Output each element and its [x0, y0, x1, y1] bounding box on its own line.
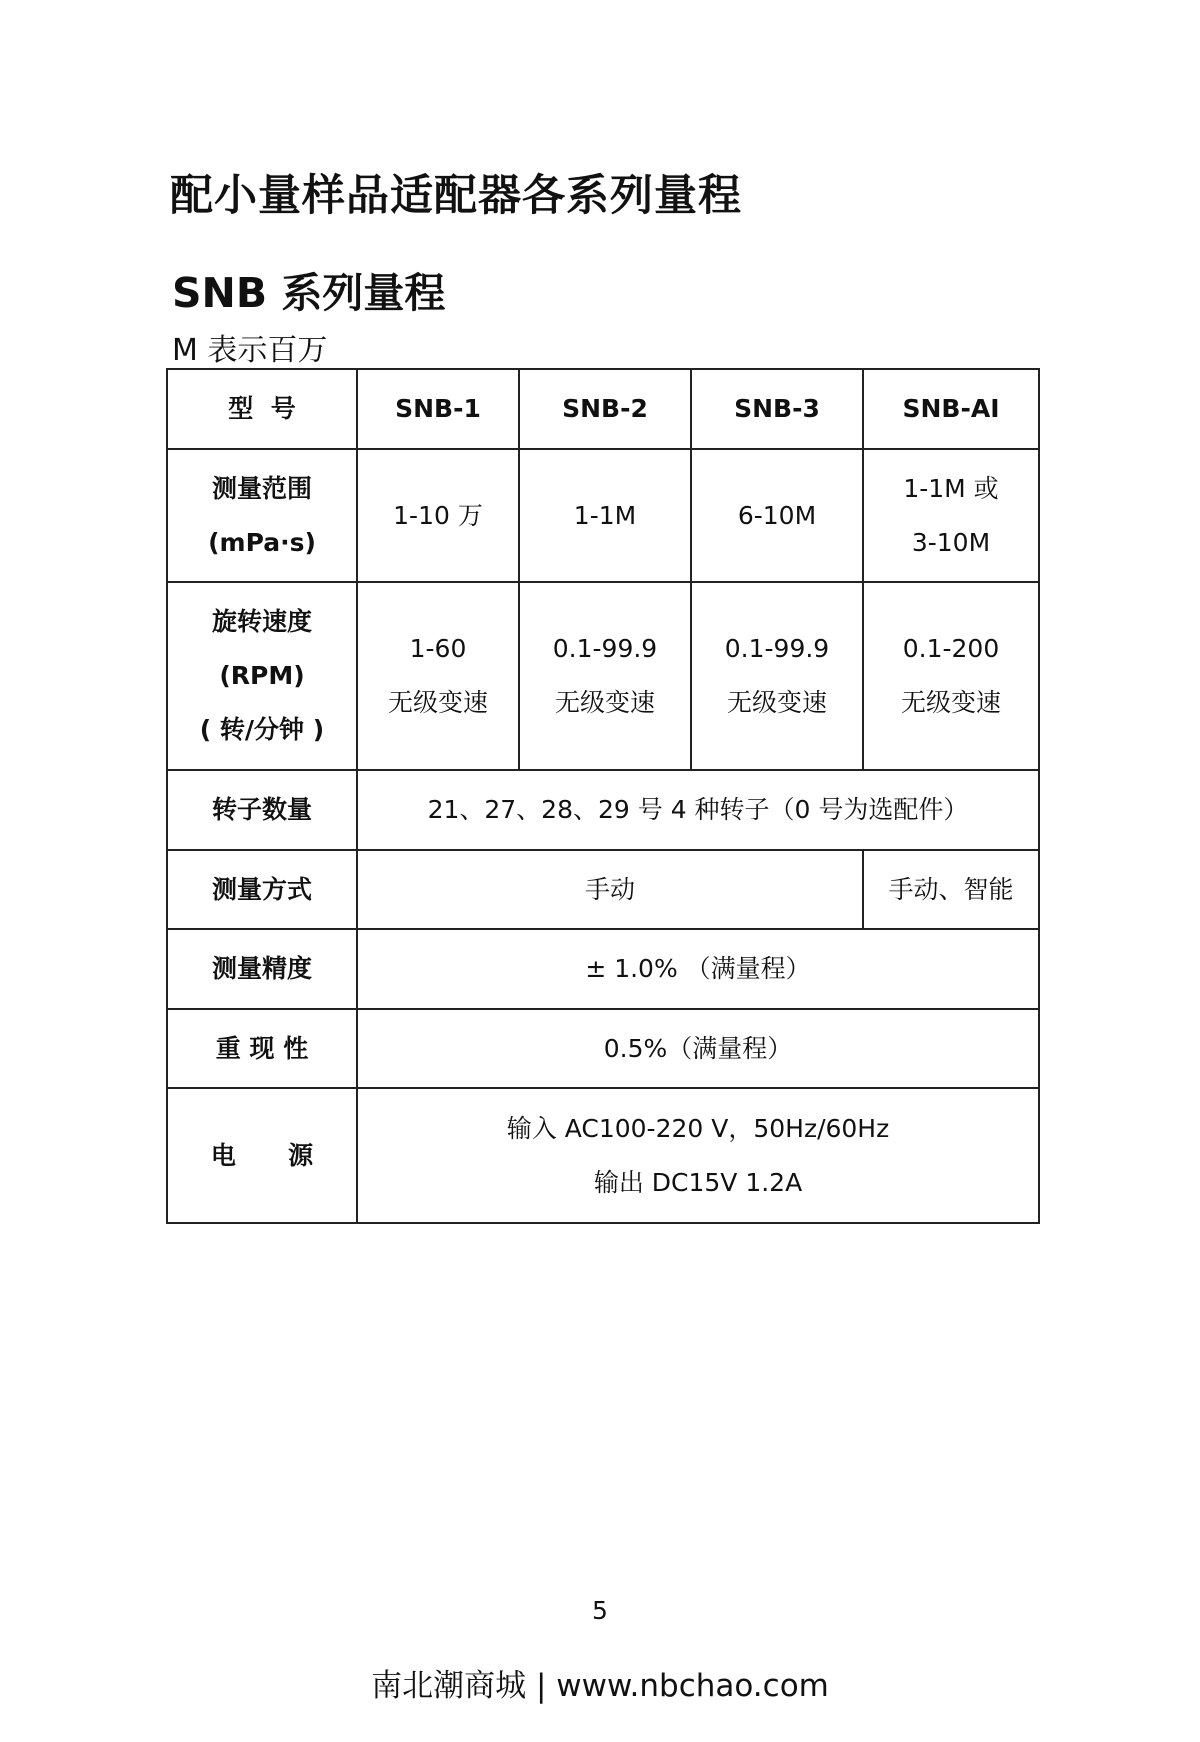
row-label: [167, 449, 357, 582]
section-heading: SNB 系列量程: [172, 269, 446, 317]
footer: 南北潮商城 | www.nbchao.com: [371, 1668, 829, 1704]
cell-line: 1-1M 或: [903, 473, 999, 503]
label-line: (RPM): [219, 661, 305, 690]
cell-line: 1-60: [409, 634, 467, 663]
cell: [863, 449, 1039, 582]
table-row: [167, 770, 1039, 850]
cell-line: 0.1-99.9: [724, 634, 830, 663]
row-label: 电 源: [167, 1088, 357, 1223]
cell-line: 0.1-99.9: [552, 634, 658, 663]
cell-line: 输入 AC100-220 V，50Hz/60Hz: [506, 1113, 890, 1143]
label-line: 旋转速度: [211, 607, 312, 636]
row-label: 转子数量: [167, 770, 357, 850]
unit-note: M 表示百万: [172, 333, 328, 368]
header-snb-3: SNB-3: [691, 369, 863, 449]
label-line: ( 转/分钟 ): [199, 715, 325, 744]
cell: 1-10 万: [357, 449, 519, 582]
cell: 手动、智能: [863, 850, 1039, 929]
header-snb-ai: SNB-AI: [863, 369, 1039, 449]
table-row: [167, 850, 1039, 929]
cell-line: 无级变速: [387, 688, 488, 717]
header-model: 型 号: [167, 369, 357, 449]
cell-line: 无级变速: [726, 688, 827, 717]
page-title: 配小量样品适配器各系列量程: [170, 171, 742, 221]
cell: ± 1.0% （满量程）: [357, 929, 1039, 1009]
label-line: 测量范围: [211, 473, 312, 503]
cell-line: 无级变速: [900, 688, 1001, 717]
spec-table: [166, 368, 1040, 1224]
row-label: 测量精度: [167, 929, 357, 1009]
cell: [519, 582, 691, 770]
cell: [863, 582, 1039, 770]
cell: 21、27、28、29 号 4 种转子（0 号为选配件）: [357, 770, 1039, 850]
label-line: (mPa·s): [208, 527, 316, 557]
cell: 1-1M: [519, 449, 691, 582]
row-label: [167, 582, 357, 770]
cell: 6-10M: [691, 449, 863, 582]
cell: [691, 582, 863, 770]
page-number: 5: [592, 1596, 608, 1625]
table-row: [167, 582, 1039, 770]
table-row: [167, 929, 1039, 1009]
table-row: [167, 1088, 1039, 1223]
table-row: [167, 449, 1039, 582]
row-label: 测量方式: [167, 850, 357, 929]
row-label: 重 现 性: [167, 1009, 357, 1088]
header-snb-2: SNB-2: [519, 369, 691, 449]
header-snb-1: SNB-1: [357, 369, 519, 449]
cell-line: 0.1-200: [902, 634, 1000, 663]
cell: 手动: [357, 850, 863, 929]
cell-line: 无级变速: [554, 688, 655, 717]
cell-line: 3-10M: [911, 527, 991, 557]
table-row: [167, 369, 1039, 449]
cell: [357, 1088, 1039, 1223]
cell: 0.5%（满量程）: [357, 1009, 1039, 1088]
cell-line: 输出 DC15V 1.2A: [593, 1167, 803, 1197]
table-row: [167, 1009, 1039, 1088]
cell: [357, 582, 519, 770]
